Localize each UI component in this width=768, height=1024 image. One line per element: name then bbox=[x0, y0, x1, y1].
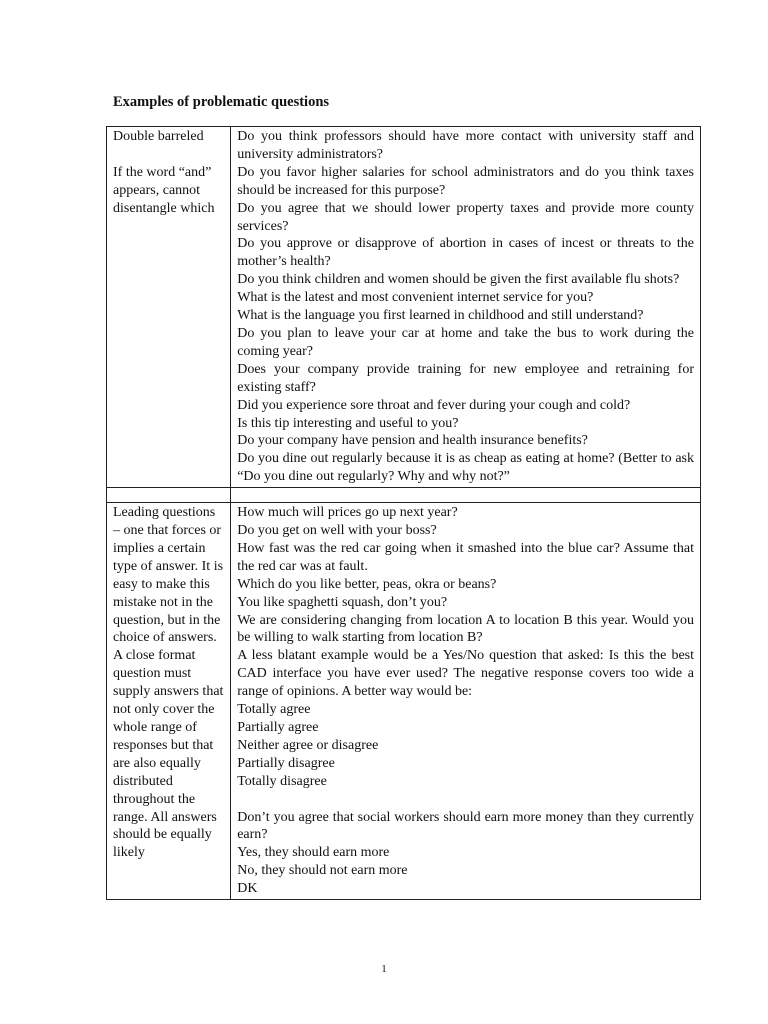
answer-option: No, they should not earn more bbox=[237, 863, 408, 879]
example-question: Do you dine out regularly because it is as cheap as eating at home? (Better to ask “Do you dine out regularly? Why and why not?” bbox=[237, 451, 694, 485]
answer-option: Totally disagree bbox=[237, 773, 327, 789]
example-question: Which do you like better, peas, okra or beans? bbox=[237, 576, 497, 592]
category-cell bbox=[107, 503, 231, 900]
category-note: If the word “and” appears, cannot disentangle which bbox=[113, 164, 215, 216]
answer-option: Partially agree bbox=[237, 720, 319, 735]
page-number: 1 bbox=[381, 963, 387, 975]
example-question: What is the latest and most convenient internet service for you? bbox=[237, 290, 594, 306]
example-question: Do you think professors should have more contact with university staff and university administrators? bbox=[237, 129, 694, 162]
category-spacing bbox=[113, 146, 224, 164]
example-question: Is this tip interesting and useful to you? bbox=[237, 415, 459, 431]
example-question: We are considering changing from location A to location B this year. Would you be willing to walk starting from location B? bbox=[237, 612, 694, 646]
example-question: Do you approve or disapprove of abortion in cases of incest or threats to the mother’s health? bbox=[237, 236, 694, 270]
questions-table bbox=[106, 126, 701, 900]
examples-cell bbox=[231, 503, 701, 900]
example-question: Do your company have pension and health insurance benefits? bbox=[237, 433, 588, 449]
example-question: You like spaghetti squash, don’t you? bbox=[237, 594, 448, 610]
example-question: Do you agree that we should lower property taxes and provide more county services? bbox=[237, 200, 694, 234]
example-question: A less blatant example would be a Yes/No question that asked: Is this the best CAD interface you have ever used? The negative response covers too wide a range of opinions. A better way would be: bbox=[237, 648, 694, 700]
answer-option: DK bbox=[237, 881, 258, 897]
example-question: What is the language you first learned in childhood and still understand? bbox=[237, 308, 644, 324]
category-title: Double barreled bbox=[113, 129, 204, 144]
empty-table-row bbox=[107, 488, 701, 503]
example-question: Did you experience sore throat and fever during your cough and cold? bbox=[237, 397, 631, 413]
table-row bbox=[107, 127, 701, 488]
table-row bbox=[107, 503, 701, 900]
answer-option: Totally agree bbox=[237, 702, 311, 718]
example-question: Don’t you agree that social workers should earn more money than they currently earn? bbox=[237, 809, 694, 843]
examples-cell bbox=[231, 127, 701, 488]
example-question: Do you plan to leave your car at home and take the bus to work during the coming year? bbox=[237, 325, 694, 359]
example-question: How much will prices go up next year? bbox=[237, 505, 458, 521]
example-question: Do you think children and women should be given the first available flu shots? bbox=[237, 272, 680, 288]
empty-cell bbox=[231, 488, 701, 503]
document-title: Examples of problematic questions bbox=[113, 94, 330, 110]
example-question: Do you favor higher salaries for school administrators and do you think taxes should be increased for this purpose? bbox=[237, 164, 694, 198]
example-question: Does your company provide training for new employee and retraining for existing staff? bbox=[237, 361, 694, 395]
example-question: How fast was the red car going when it smashed into the blue car? Assume that the red car was at fault. bbox=[237, 540, 694, 574]
answer-option: Yes, they should earn more bbox=[237, 845, 390, 861]
category-cell bbox=[107, 127, 231, 488]
category-title: Leading questions – one that forces or implies a certain type of answer. It is easy to make this mistake not in the question, but in the choice of answers. A close format question must supply answers that not only cover the whole range of responses but that are also equally distributed throughout the range. All answers should be equally likely bbox=[113, 505, 224, 861]
example-question: Do you get on well with your boss? bbox=[237, 523, 437, 539]
empty-cell bbox=[107, 488, 231, 503]
examples-spacing bbox=[237, 791, 694, 809]
answer-option: Partially disagree bbox=[237, 755, 335, 771]
answer-option: Neither agree or disagree bbox=[237, 737, 379, 753]
